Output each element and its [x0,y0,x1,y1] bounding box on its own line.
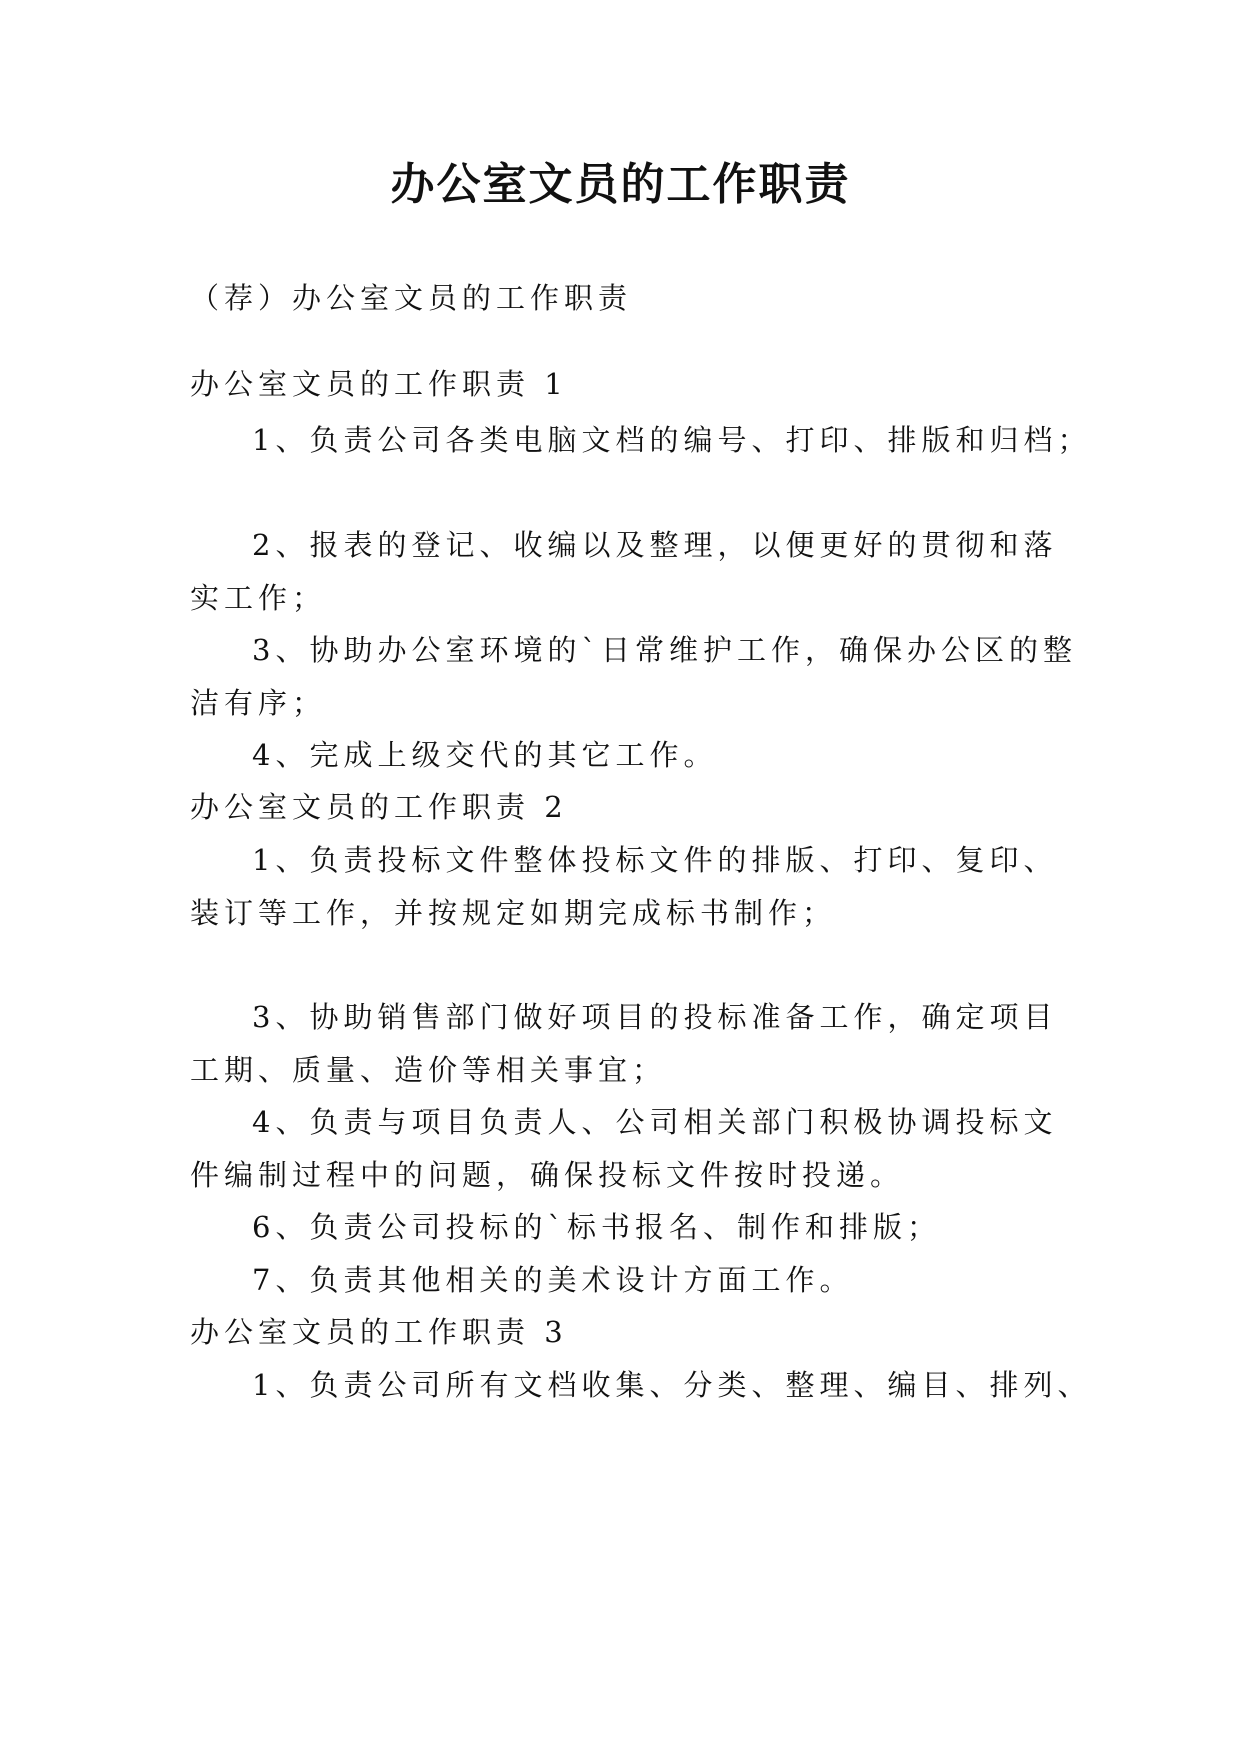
list-item-line: 4、完成上级交代的其它工作。 [252,738,718,772]
list-item-line: 7、负责其他相关的美术设计方面工作。 [252,1263,854,1297]
list-item-line: 3、协助办公室环境的`日常维护工作，确保办公区的整 [252,633,1077,667]
list-item-line: 1、负责公司所有文档收集、分类、整理、编目、排列、 [252,1368,1092,1402]
section-heading-1: 办公室文员的工作职责 1 [190,367,568,401]
list-item-continuation: 工期、质量、造价等相关事宜； [190,1053,667,1087]
section-heading-2: 办公室文员的工作职责 2 [190,790,568,824]
list-item-continuation: 实工作； [190,581,327,615]
list-item-continuation: 洁有序； [190,686,327,720]
document-subtitle: （荐）办公室文员的工作职责 [190,281,633,315]
section-heading-3: 办公室文员的工作职责 3 [190,1315,568,1349]
list-item-line: 6、负责公司投标的`标书报名、制作和排版； [252,1210,941,1244]
list-item-continuation: 装订等工作，并按规定如期完成标书制作； [190,896,837,930]
list-item-line: 1、负责投标文件整体投标文件的排版、打印、复印、 [252,843,1058,877]
list-item-line: 2、报表的登记、收编以及整理，以便更好的贯彻和落 [252,528,1058,562]
list-item-line: 4、负责与项目负责人、公司相关部门积极协调投标文 [252,1105,1058,1139]
list-item-continuation: 件编制过程中的问题，确保投标文件按时投递。 [190,1158,905,1192]
document-title: 办公室文员的工作职责 [390,159,851,210]
list-item-line: 1、负责公司各类电脑文档的编号、打印、排版和归档； [252,423,1092,457]
list-item-line: 3、协助销售部门做好项目的投标准备工作，确定项目 [252,1000,1058,1034]
